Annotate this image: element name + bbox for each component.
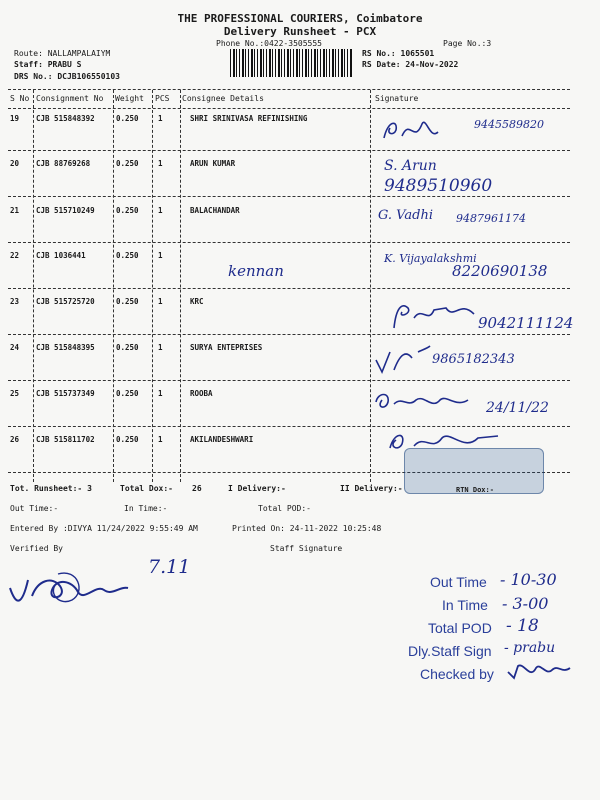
entered-by: Entered By :DIVYA 11/24/2022 9:55:49 AM xyxy=(10,524,198,533)
row-sno: 21 xyxy=(10,206,20,215)
header-rule xyxy=(8,108,570,109)
note-in-time-value: - 3-00 xyxy=(502,594,549,613)
row23-phone: 9042111124 xyxy=(478,314,574,332)
note-out-time-label: Out Time xyxy=(430,574,487,590)
total-runsheet: Tot. Runsheet:- 3 xyxy=(10,484,92,493)
row-consignee: ARUN KUMAR xyxy=(190,159,236,168)
rs-number: RS No.: 1065501 xyxy=(362,49,435,58)
total-pod: Total POD:- xyxy=(258,504,311,513)
row20-name: S. Arun xyxy=(384,158,437,174)
row-pcs: 1 xyxy=(158,435,163,444)
rtn-dox: RTN Dox:- xyxy=(456,486,494,494)
row-weight: 0.250 xyxy=(116,251,139,260)
signature-row-25 xyxy=(372,388,472,414)
note-total-pod-value: - 18 xyxy=(506,616,539,636)
row21-name: G. Vadhi xyxy=(378,208,433,223)
row22-phone: 8220690138 xyxy=(452,262,548,280)
row-sno: 26 xyxy=(10,435,20,444)
row-consignment: CJB 515848392 xyxy=(36,114,95,123)
row25-date: 24/11/22 xyxy=(486,400,549,416)
row-consignee: KRC xyxy=(190,297,204,306)
verified-by-label: Verified By xyxy=(10,544,63,553)
row22-name: K. Vijayalakshmi xyxy=(384,252,477,265)
note-dly-staff-sign-value: - prabu xyxy=(504,640,556,656)
row-weight: 0.250 xyxy=(116,343,139,352)
i-delivery: I Delivery:- xyxy=(228,484,286,493)
row24-phone: 9865182343 xyxy=(432,352,515,367)
row-weight: 0.250 xyxy=(116,297,139,306)
note-out-time-value: - 10-30 xyxy=(500,570,557,589)
row-consignment: CJB 88769268 xyxy=(36,159,91,168)
ii-delivery: II Delivery:- xyxy=(340,484,403,493)
row-sno: 23 xyxy=(10,297,20,306)
note-total-pod-label: Total POD xyxy=(428,620,492,636)
row21-phone: 9487961174 xyxy=(456,212,526,225)
verifier-signature xyxy=(8,566,148,612)
row-rule xyxy=(8,334,570,335)
staff-signature-label: Staff Signature xyxy=(270,544,343,553)
page-number: Page No.:3 xyxy=(443,39,492,48)
note-dly-staff-sign-label: Dly.Staff Sign xyxy=(408,643,492,659)
printed-on: Printed On: 24-11-2022 10:25:48 xyxy=(232,524,382,533)
col-divider xyxy=(152,90,153,482)
phone-number: Phone No.:0422-3505555 xyxy=(216,39,322,48)
row22-consignee: kennan xyxy=(228,262,284,280)
row-consignment: CJB 515848395 xyxy=(36,343,95,352)
header-weight: Weight xyxy=(115,94,144,103)
col-divider xyxy=(180,90,181,482)
header-consignee: Consignee Details xyxy=(182,94,264,103)
company-name: THE PROFESSIONAL COURIERS, Coimbatore xyxy=(177,12,423,25)
row-consignment: CJB 515710249 xyxy=(36,206,95,215)
row20-phone: 9489510960 xyxy=(384,176,493,196)
table-row xyxy=(8,297,570,313)
row-sno: 24 xyxy=(10,343,20,352)
row-pcs: 1 xyxy=(158,297,163,306)
col-divider xyxy=(113,90,114,482)
row-pcs: 1 xyxy=(158,159,163,168)
row-sno: 20 xyxy=(10,159,20,168)
row-weight: 0.250 xyxy=(116,159,139,168)
row-weight: 0.250 xyxy=(116,206,139,215)
col-divider xyxy=(33,90,34,482)
row-consignee: AKILANDESHWARI xyxy=(190,435,254,444)
col-divider xyxy=(370,90,371,482)
row-weight: 0.250 xyxy=(116,435,139,444)
table-top-rule xyxy=(8,89,570,90)
staff: Staff: PRABU S xyxy=(14,60,82,69)
table-row xyxy=(8,159,570,175)
row-pcs: 1 xyxy=(158,114,163,123)
row-consignment: CJB 515737349 xyxy=(36,389,95,398)
header-pcs: PCS xyxy=(155,94,170,103)
row-consignment: CJB 515811702 xyxy=(36,435,95,444)
row-pcs: 1 xyxy=(158,206,163,215)
row-consignment: CJB 1036441 xyxy=(36,251,86,260)
verifier-initials: 7.11 xyxy=(148,556,191,578)
out-time: Out Time:- xyxy=(10,504,59,513)
row-rule xyxy=(8,150,570,151)
row-consignee: BALACHANDAR xyxy=(190,206,240,215)
rs-date: RS Date: 24-Nov-2022 xyxy=(362,60,459,69)
header-sno: S No xyxy=(10,94,30,103)
signature-row-19 xyxy=(380,114,440,144)
row-weight: 0.250 xyxy=(116,114,139,123)
route: Route: NALLAMPALAIYM xyxy=(14,49,111,58)
header-signature: Signature xyxy=(375,94,419,103)
row-pcs: 1 xyxy=(158,251,163,260)
row-sno: 19 xyxy=(10,114,20,123)
signature-row-24 xyxy=(372,342,432,376)
row-rule xyxy=(8,196,570,197)
row-rule xyxy=(8,288,570,289)
drs-number: DRS No.: DCJB106550103 xyxy=(14,72,120,81)
signature-row-23 xyxy=(388,300,478,330)
row-consignee: SHRI SRINIVASA REFINISHING xyxy=(190,114,308,123)
in-time: In Time:- xyxy=(124,504,168,513)
row-consignee: ROOBA xyxy=(190,389,213,398)
total-dox-value: 26 xyxy=(192,484,202,493)
row19-phone: 9445589820 xyxy=(474,118,544,131)
row-rule xyxy=(8,242,570,243)
row-pcs: 1 xyxy=(158,343,163,352)
note-checked-by-label: Checked by xyxy=(420,666,494,682)
note-in-time-label: In Time xyxy=(442,597,488,613)
row-weight: 0.250 xyxy=(116,389,139,398)
header-consignment: Consignment No xyxy=(36,94,104,103)
row-sno: 25 xyxy=(10,389,20,398)
total-dox-label: Total Dox:- xyxy=(120,484,173,493)
row-consignee: SURYA ENTEPRISES xyxy=(190,343,263,352)
checked-by-signature xyxy=(504,658,574,684)
row-pcs: 1 xyxy=(158,389,163,398)
document-title: Delivery Runsheet - PCX xyxy=(223,25,377,38)
row-sno: 22 xyxy=(10,251,20,260)
barcode xyxy=(230,49,352,77)
row-rule xyxy=(8,426,570,427)
row-rule xyxy=(8,380,570,381)
row-consignment: CJB 515725720 xyxy=(36,297,95,306)
